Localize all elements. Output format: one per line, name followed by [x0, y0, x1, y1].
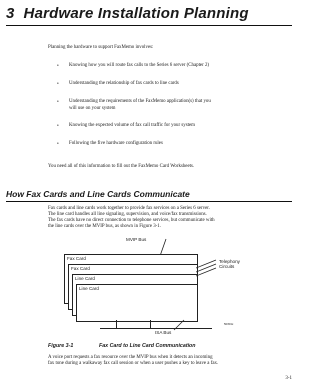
chapter-title-text: Hardware Installation Planning [23, 5, 249, 22]
bullet-marker: • [57, 124, 59, 129]
circuits-label: Circuits [219, 264, 235, 269]
section-rule [6, 201, 292, 202]
bullet-item-1: Knowing how you will route fax calls to the Series 6 server (Chapter 2) [69, 63, 210, 68]
telephony-connector [196, 254, 218, 288]
bullet-item-5: Following the five hardware configuration rules [69, 141, 163, 146]
bullet-marker: • [57, 100, 59, 105]
line-card-2-label: Line Card [79, 286, 99, 291]
diagram-code: 50XFH [224, 322, 234, 326]
chapter-number: 3 [6, 5, 15, 22]
line-card-1-label: Line Card [75, 276, 95, 281]
figure-number: Figure 3-1 [48, 343, 74, 349]
worksheet-note: You need all of this information to fill out the FaxMemo Card Worksheets. [48, 164, 195, 169]
bullet-item-2: Understanding the relationship of fax cards to line cards [69, 81, 179, 86]
section-para-line-1: Fax cards and line cards work together to provide fax services on a Series 6 server. [48, 206, 210, 211]
isa-bus-label: ISA Bus [155, 330, 172, 335]
section-para-line-4: the line cards over the MVIP bus, as shown in Figure 3-1. [48, 224, 161, 229]
bullet-item-3-line-1: Understanding the requirements of the FaxMemo application(s) that you [69, 99, 211, 104]
section-heading: How Fax Cards and Line Cards Communicate [6, 189, 190, 199]
fax-card-2-label: Fax Card [71, 266, 90, 271]
bullet-item-4: Knowing the expected volume of fax call traffic for your system [69, 123, 195, 128]
isa-bus-line [100, 328, 212, 329]
isa-bus-pointer [172, 318, 186, 332]
bullet-marker: • [57, 82, 59, 87]
mvip-bus-label: MVIP Bus [126, 237, 147, 242]
fax-card-1-label: Fax Card [67, 256, 86, 261]
page-number: 3-1 [285, 376, 292, 381]
figure-caption: Fax Card to Line Card Communication [99, 343, 196, 349]
isa-bus-connector [150, 320, 151, 328]
after-para-line-1: A voice port requests a fax resource over the MVIP bus when it detects an incoming [48, 355, 213, 360]
fax-line-diagram [60, 232, 250, 336]
section-para-line-3: The fax cards have no direct connection to telephone services, but communicate with [48, 218, 215, 223]
chapter-rule [6, 25, 292, 26]
section-para-line-2: The line card handles all line signaling, supervision, and voice/fax transmissions. [48, 212, 207, 217]
bullet-item-3-line-2: will use on your system [69, 106, 116, 111]
line-card-2 [76, 284, 198, 322]
after-para-line-2: fax tone during a walkaway fax call session or when a user pushes a key to leave a fax. [48, 361, 219, 366]
chapter-title [6, 5, 249, 22]
intro-text: Planning the hardware to support FaxMemo involves: [48, 45, 154, 50]
telephony-label: Telephony [219, 259, 240, 264]
isa-bus-connector [116, 320, 117, 328]
bullet-marker: • [57, 64, 59, 69]
bullet-marker: • [57, 142, 59, 147]
